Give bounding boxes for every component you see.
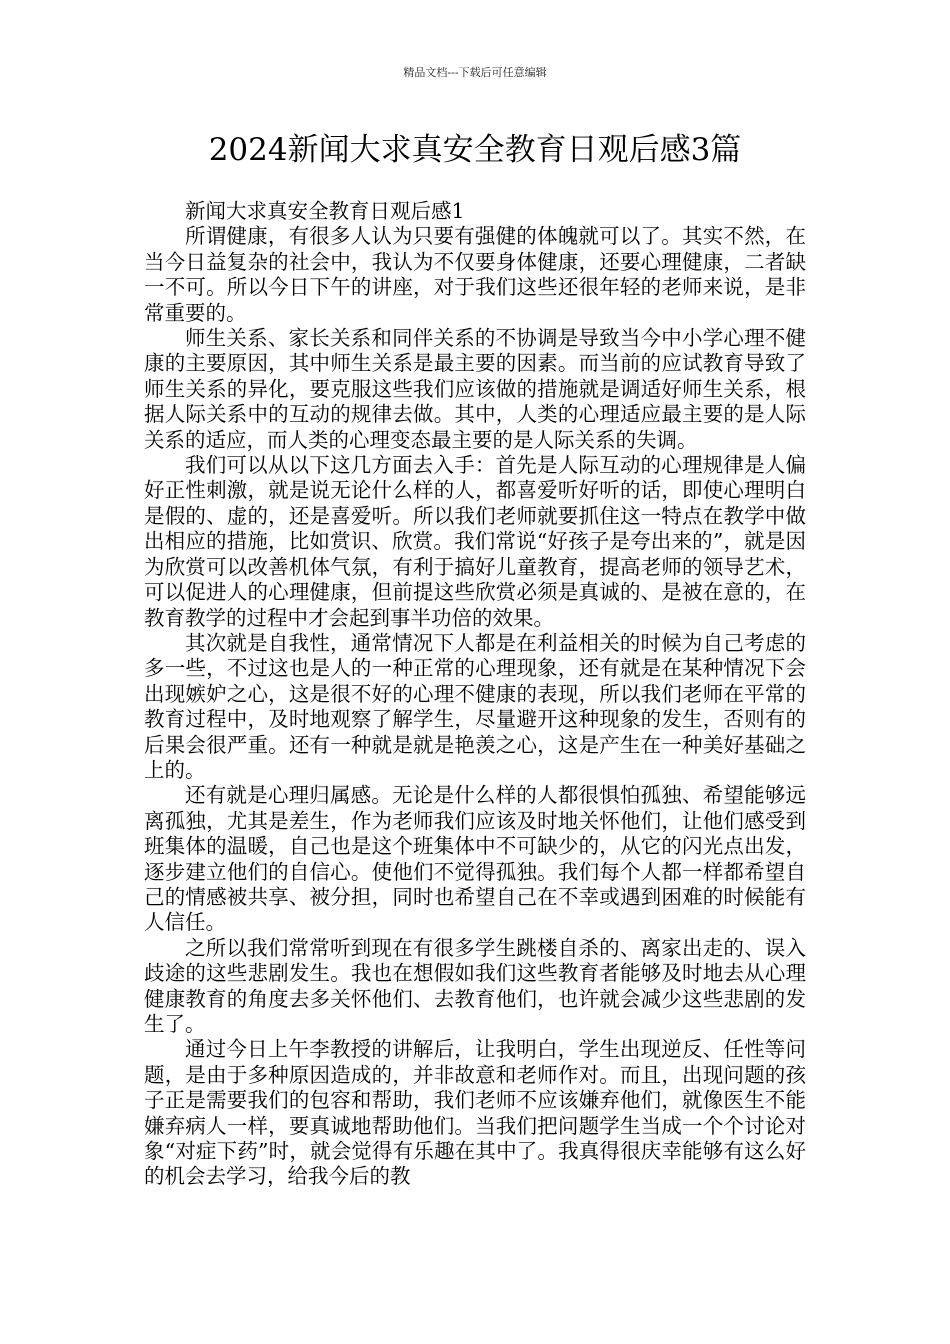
document-title: 2024新闻大求真安全教育日观后感3篇: [208, 132, 742, 168]
body-paragraph: 师生关系、家长关系和同伴关系的不协调是导致当今中小学心理不健康的主要原因，其中师生关系是最主要的因素。而当前的应试教育导致了师生关系的异化，要克服这些我们应该做的措施就是调适好师生关系，根据人际关系中的互动的规律去做。其中，人类的心理适应最主要的是人际关系的适应，而人类的心理变态最主要的是人际关系的失调。: [144, 326, 806, 452]
section-heading: 新闻大求真安全教育日观后感1: [185, 199, 465, 223]
document-body: [144, 199, 806, 1190]
body-paragraph: 其次就是自我性，通常情况下人都是在利益相关的时候为自己考虑的多一些，不过这也是人的一种正常的心理现象，还有就是在某种情况下会出现嫉妒之心，这是很不好的心理不健康的表现，所以我们老师在平常的教育过程中，及时地观察了解学生，尽量避开这种现象的发生，否则有的后果会很严重。还有一种就是就是艳羡之心，这是产生在一种美好基础之上的。: [144, 630, 806, 782]
page-header: 精品文档---下载后可任意编辑: [403, 66, 547, 79]
body-paragraph: 还有就是心理归属感。无论是什么样的人都很惧怕孤独、希望能够远离孤独，尤其是差生，作为老师我们应该及时地关怀他们，让他们感受到班集体的温暖，自己也是这个班集体中不可缺少的，从它的闪光点出发，逐步建立他们的自信心。使他们不觉得孤独。我们每个人都一样都希望自己的情感被共享、被分担，同时也希望自己在不幸或遇到困难的时候能有人信任。: [144, 783, 806, 935]
body-paragraph: 通过今日上午李教授的讲解后，让我明白，学生出现逆反、任性等问题，是由于多种原因造成的，并非故意和老师作对。而且，出现问题的孩子正是需要我们的包容和帮助，我们老师不应该嫌弃他们，就像医生不能嫌弃病人一样，要真诚地帮助他们。当我们把问题学生当成一个个讨论对象“对症下药”时，就会觉得有乐趣在其中了。我真得很庆幸能够有这么好的机会去学习，给我今后的教: [144, 1037, 806, 1189]
body-paragraph: 之所以我们常常听到现在有很多学生跳楼自杀的、离家出走的、误入歧途的这些悲剧发生。我也在想假如我们这些教育者能够及时地去从心理健康教育的角度去多关怀他们、去教育他们，也许就会减少这些悲剧的发生了。: [144, 935, 806, 1036]
body-paragraph: 我们可以从以下这几方面去入手：首先是人际互动的心理规律是人偏好正性刺激，就是说无论什么样的人，都喜爱听好听的话，即使心理明白是假的、虚的，还是喜爱听。所以我们老师就要抓住这一特点在教学中做出相应的措施，比如赏识、欣赏。我们常说“好孩子是夸出来的”，就是因为欣赏可以改善机体气氛，有利于搞好儿童教育，提高老师的领导艺术，可以促进人的心理健康，但前提这些欣赏必须是真诚的、是被在意的，在教育教学的过程中才会起到事半功倍的效果。: [144, 453, 806, 630]
body-paragraph: 所谓健康，有很多人认为只要有强健的体魄就可以了。其实不然，在当今日益复杂的社会中，我认为不仅要身体健康，还要心理健康，二者缺一不可。所以今日下午的讲座，对于我们这些还很年轻的老师来说，是非常重要的。: [144, 224, 806, 325]
